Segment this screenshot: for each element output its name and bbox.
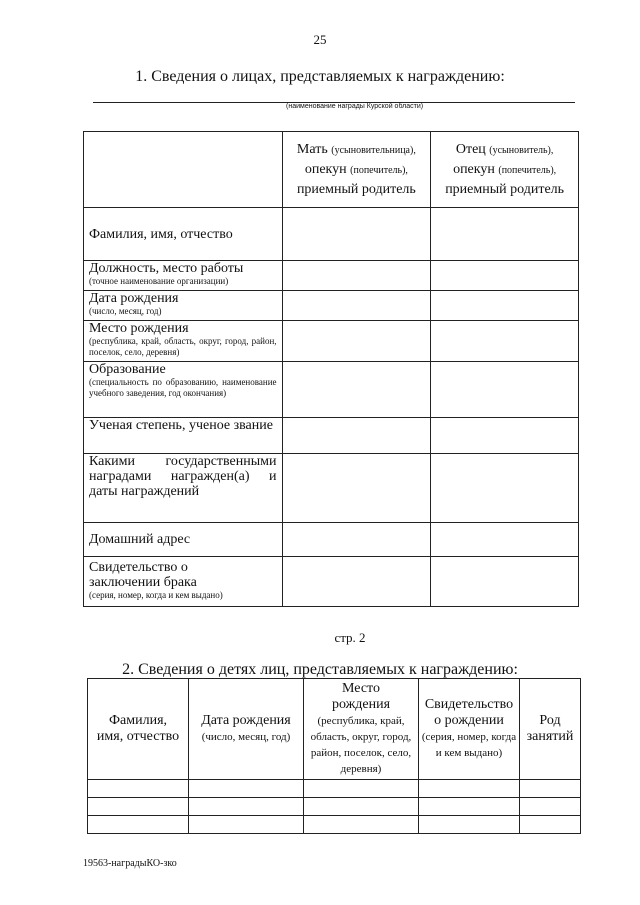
header-father-line2: опекун [453,162,495,177]
child-cell[interactable] [520,816,581,834]
row-label-text: Ученая степень, ученое звание [89,418,273,433]
header-child-birthplace-small: (республика, край, область, округ, город, район, поселок, село, деревня) [310,715,412,775]
child-cell[interactable] [88,816,189,834]
header-child-birthplace-l2: рождения [331,697,391,712]
row-label-text: Свидетельство о заключении брака [89,560,197,590]
father-cell[interactable] [431,523,579,557]
table-row [84,261,579,291]
header-child-certificate [419,679,520,780]
header-mother [282,132,431,208]
father-cell[interactable] [431,557,579,607]
row-label [84,321,283,362]
child-cell[interactable] [304,816,419,834]
table-row [88,816,581,834]
award-name-caption: (наименование награды Курской области) [286,103,424,110]
persons-table [83,131,579,607]
mother-cell[interactable] [282,261,431,291]
row-label [84,291,283,321]
header-mother-line2-small: (попечитель), [350,165,408,176]
father-cell[interactable] [431,454,579,523]
row-hint: (республика, край, область, округ, город, район, поселок, село, деревня) [89,336,277,357]
row-label [84,557,283,607]
child-cell[interactable] [419,798,520,816]
row-label [84,208,283,261]
row-label-text: Место рождения [89,321,189,336]
header-child-birthplace-l1: Место [342,681,380,696]
row-label-text: Должность, место работы [89,261,244,276]
row-label-text: Домашний адрес [89,532,191,547]
table-row [84,523,579,557]
mother-cell[interactable] [282,557,431,607]
row-hint: (специальность по образованию, наименование учебного заведения, год окончания) [89,377,277,398]
row-label [84,418,283,454]
child-cell[interactable] [189,798,304,816]
child-cell[interactable] [88,798,189,816]
header-child-name-l2: имя, отчество [96,729,180,744]
section2-title: 2. Сведения о детях лиц, представляемых к награждению: [122,661,518,678]
row-label [84,261,283,291]
header-father-line2-small: (попечитель), [498,165,557,176]
table-row [84,418,579,454]
father-cell[interactable] [431,362,579,418]
mother-cell[interactable] [282,454,431,523]
persons-table-header [84,132,579,208]
child-cell[interactable] [304,780,419,798]
table-row [84,321,579,362]
header-mother-line3: приемный родитель [296,182,416,197]
header-mother-small: (усыновительница), [331,145,416,156]
mother-cell[interactable] [282,321,431,362]
page-number: 25 [313,32,327,47]
row-label-text: Дата рождения [89,291,179,306]
header-child-occupation-l2: занятий [526,729,574,744]
mother-cell[interactable] [282,362,431,418]
father-cell[interactable] [431,291,579,321]
header-child-certificate-small: (серия, номер, когда и кем выдано) [421,731,517,759]
row-hint: (число, месяц, год) [89,306,162,316]
row-hint: (точное наименование организации) [89,276,229,286]
header-child-birthplace [304,679,419,780]
child-cell[interactable] [189,780,304,798]
row-label-text: Какими государственными наградами награжден(а) и даты награждений [89,454,277,499]
header-father-line3: приемный родитель [445,182,565,197]
header-father-small: (усыновитель), [489,145,554,156]
children-table-header [88,679,581,780]
child-cell[interactable] [189,816,304,834]
table-row [84,208,579,261]
header-child-name-l1: Фамилия, [108,713,168,728]
header-child-certificate-l2: о рождении [434,713,504,728]
row-label [84,454,283,523]
table-row [88,780,581,798]
page2-label: стр. 2 [334,630,366,645]
row-label [84,362,283,418]
father-cell[interactable] [431,208,579,261]
header-mother-line2: опекун [304,162,347,177]
header-empty-cell [84,132,283,208]
father-cell[interactable] [431,321,579,362]
children-table [87,678,581,834]
mother-cell[interactable] [282,291,431,321]
father-cell[interactable] [431,418,579,454]
child-cell[interactable] [520,780,581,798]
header-father-main: Отец [455,142,486,157]
header-mother-main: Мать [296,142,328,157]
father-cell[interactable] [431,261,579,291]
mother-cell[interactable] [282,523,431,557]
header-child-name [88,679,189,780]
mother-cell[interactable] [282,208,431,261]
header-child-dob [189,679,304,780]
section1-title: 1. Сведения о лицах, представляемых к награждению: [135,68,505,85]
row-label-text: Образование [89,362,166,377]
child-cell[interactable] [419,816,520,834]
row-hint: (серия, номер, когда и кем выдано) [89,590,223,600]
child-cell[interactable] [88,780,189,798]
child-cell[interactable] [304,798,419,816]
table-row [84,362,579,418]
header-child-occupation-l1: Род [539,713,561,728]
child-cell[interactable] [520,798,581,816]
table-row [84,454,579,523]
row-label-text: Фамилия, имя, отчество [89,226,233,242]
table-row [84,557,579,607]
row-label [84,523,283,557]
header-child-dob-small: (число, месяц, год) [201,731,291,743]
mother-cell[interactable] [282,418,431,454]
header-child-certificate-l1: Свидетельство [424,697,514,712]
header-child-dob-l1: Дата рождения [201,713,291,728]
header-father [431,132,579,208]
header-child-occupation [520,679,581,780]
table-row [84,291,579,321]
child-cell[interactable] [419,780,520,798]
footer-code: 19563-наградыКО-зко [83,858,177,869]
table-row [88,798,581,816]
